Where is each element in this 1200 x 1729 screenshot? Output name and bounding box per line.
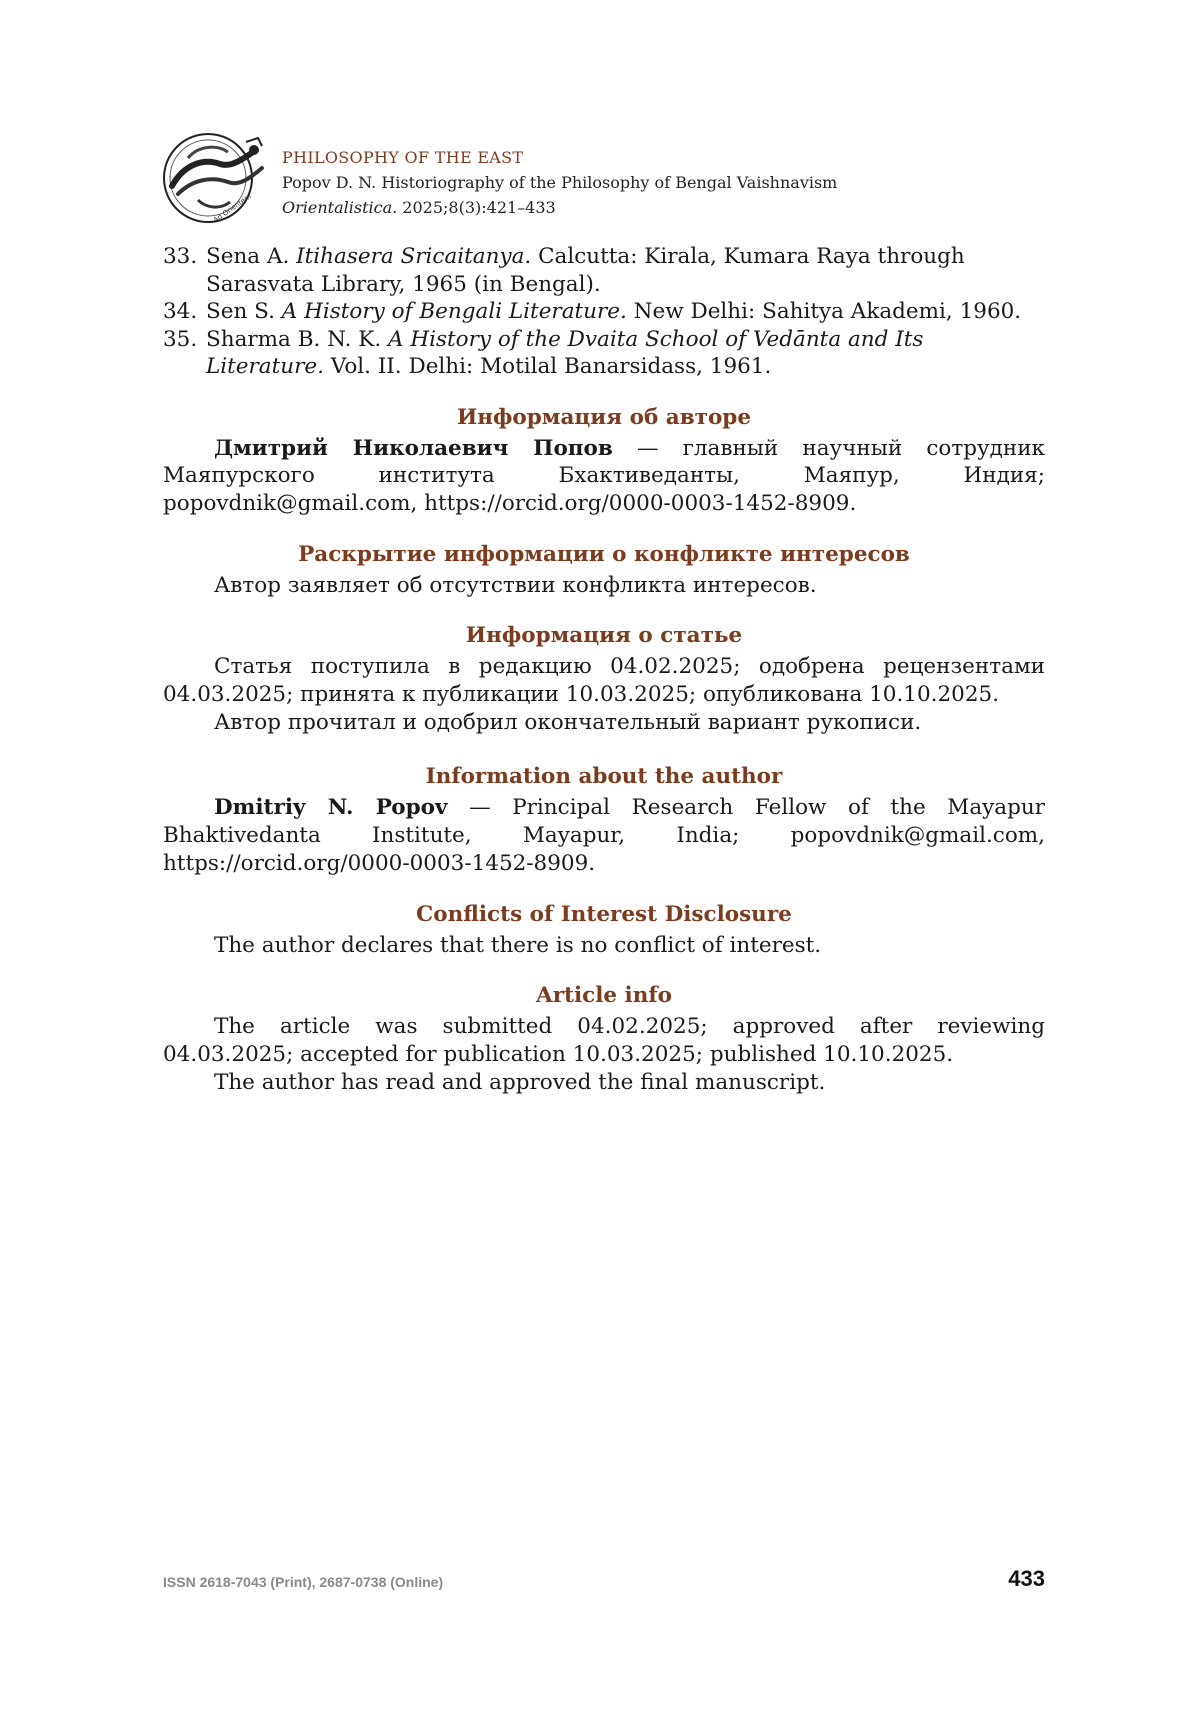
ru-author-info-text bbox=[163, 435, 1045, 518]
page-number: 433 bbox=[1008, 1566, 1045, 1591]
reference-title: A History of the Dvaita School of Vedānta and Its Literature. bbox=[206, 326, 924, 379]
reference-author: Sena A. bbox=[206, 244, 297, 269]
reference-author: Sen S. bbox=[206, 299, 282, 324]
reference-number: 35. bbox=[163, 326, 198, 352]
journal-name: Orientalistica. bbox=[282, 198, 398, 217]
en-article-dates: The article was submitted 04.02.2025; approved after reviewing 04.03.2025; accepted for publication 10.03.2025; published 10.10.2025. bbox=[163, 1014, 1045, 1067]
en-article-info-heading: Article info bbox=[536, 983, 672, 1009]
en-author-info-heading: Information about the author bbox=[425, 764, 783, 790]
journal-logo-emblem bbox=[158, 128, 270, 228]
reference-item bbox=[163, 243, 1045, 298]
ru-conflict-heading: Раскрытие информации о конфликте интересов bbox=[298, 541, 910, 567]
reference-item bbox=[163, 326, 1045, 381]
logo-caption: Ad Orientem bbox=[211, 192, 253, 225]
header-text bbox=[282, 146, 837, 220]
ru-author-name: Дмитрий Николаевич Попов bbox=[214, 435, 613, 461]
page-header bbox=[158, 128, 1058, 228]
reference-number: 34. bbox=[163, 299, 198, 324]
reference-details: New Delhi: Sahitya Akademi, 1960. bbox=[626, 299, 1022, 324]
ru-article-info-heading: Информация о статье bbox=[465, 623, 743, 649]
reference-details: . Calcutta: Kirala, Kumara Raya through Sarasvata Library, 1965 (in Bengal). bbox=[206, 244, 965, 297]
reference-details: Vol. II. Delhi: Motilal Banarsidass, 1961. bbox=[323, 354, 772, 379]
ru-conflict-text: Автор заявляет об отсутствии конфликта интересов. bbox=[214, 572, 817, 598]
en-conflict-heading: Conflicts of Interest Disclosure bbox=[416, 901, 792, 927]
en-manuscript-approval: The author has read and approved the final manuscript. bbox=[214, 1069, 826, 1095]
journal-citation bbox=[282, 195, 837, 220]
page-content bbox=[163, 243, 1045, 1096]
ru-manuscript-approval: Автор прочитал и одобрил окончательный вариант рукописи. bbox=[214, 709, 922, 735]
ru-article-dates: Статья поступила в редакцию 04.02.2025; одобрена рецензентами 04.03.2025; принята к публикации 10.03.2025; опубликована 10.10.2025. bbox=[163, 654, 1045, 708]
ru-author-details: — главный научный сотрудник Маяпурского института Бхактиведанты, Маяпур, Индия; popovdnik@gmail.com, https://orcid.org/0000-0003-1452-8909. bbox=[163, 435, 1045, 516]
reference-number: 33. bbox=[163, 244, 198, 269]
journal-issue: 2025;8(3):421–433 bbox=[402, 198, 556, 217]
en-author-details: — Principal Research Fellow of the Mayapur Bhaktivedanta Institute, Mayapur, India; popovdnik@gmail.com, https://orcid.org/0000-0003-1452-8909. bbox=[163, 795, 1045, 876]
footer-issn: ISSN 2618-7043 (Print), 2687-0738 (Online) bbox=[163, 1574, 444, 1590]
reference-list bbox=[163, 243, 1045, 381]
running-title: Popov D. N. Historiography of the Philosophy of Bengal Vaishnavism bbox=[282, 173, 838, 192]
en-conflict-text: The author declares that there is no conflict of interest. bbox=[214, 932, 822, 958]
reference-title: Itihasera Sricaitanya bbox=[296, 244, 525, 269]
reference-title: A History of Bengali Literature. bbox=[281, 299, 627, 324]
ru-author-info-heading: Информация об авторе bbox=[456, 404, 752, 430]
en-author-info-text bbox=[163, 794, 1045, 877]
reference-item bbox=[163, 298, 1045, 326]
reference-author: Sharma B. N. K. bbox=[206, 326, 389, 352]
en-author-name: Dmitriy N. Popov bbox=[214, 795, 448, 821]
journal-section-title: PHILOSOPHY OF THE EAST bbox=[282, 148, 524, 167]
